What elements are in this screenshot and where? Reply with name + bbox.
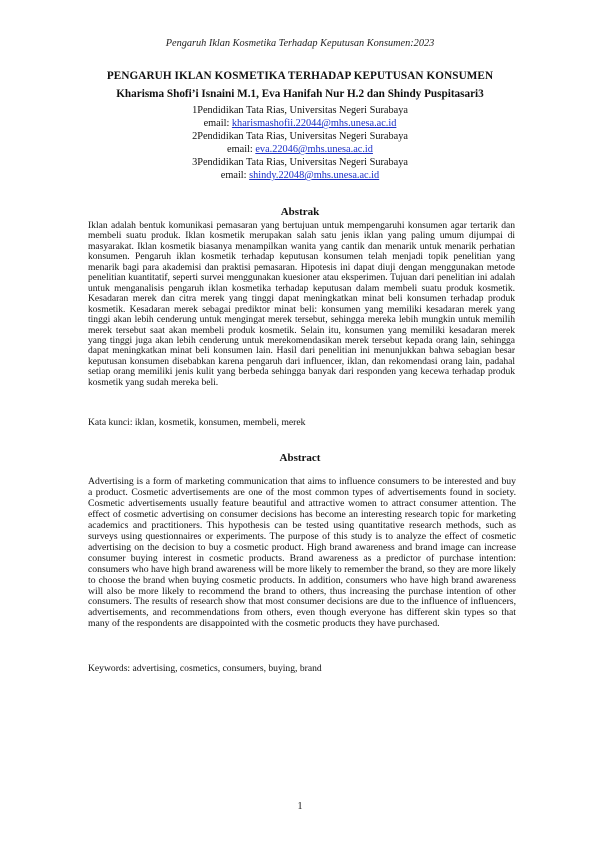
affiliation-3: 3Pendidikan Tata Rias, Universitas Negeri Surabaya — [192, 157, 408, 168]
abstrak-heading: Abstrak — [280, 206, 320, 218]
affiliation-2-email-line — [0, 144, 600, 155]
abstract-body: Advertising is a form of marketing communication that aims to influence consumers to be interested and buy a product. Cosmetic advertisements are one of the most common types of advertisements found in society. Cosmetic advertisements usually feature beautiful and attractive women to attract consumer attention. The effect of cosmetic advertising on consumer decisions has become an interesting research topic for marketing academics and practitioners. This hypothesis can be tested using quantitative research methods, such as surveys using questionnaires or experiments. The purpose of this study is to analyze the effect of cosmetic advertising on the decision to buy a cosmetic product. High brand awareness and brand image can increase consumer buying interest in cosmetic products. Brand awareness as a predictor of purchase intention: consumers who have high brand awareness will be more likely to remember the brand, so they are more likely to choose the brand when buying cosmetic products. In addition, consumers who have high brand awareness will also be more likely to recommend the brand to others, thus increasing the purchase intention of other consumers. The results of research show that most consumer decisions are due to the influence of influencers, advertisements, and recommendations from others, even though everyone has different skin types so that many of the respondents are disappointed with the cosmetic products they have purchased. — [88, 476, 516, 630]
email-label: email: — [220, 170, 250, 181]
kata-kunci: Kata kunci: iklan, kosmetik, konsumen, membeli, merek — [88, 417, 306, 428]
email-link-2[interactable]: eva.22046@mhs.unesa.ac.id — [255, 144, 373, 155]
author-list: Kharisma Shofi’i Isnaini M.1, Eva Hanifah Nur H.2 dan Shindy Puspitasari3 — [116, 88, 484, 100]
affiliation-1-email-line — [0, 118, 600, 129]
page-number: 1 — [297, 801, 303, 812]
email-link-3[interactable]: shindy.22048@mhs.unesa.ac.id — [249, 170, 380, 181]
affiliation-3-email-line — [0, 170, 600, 181]
keywords: Keywords: advertising, cosmetics, consumers, buying, brand — [88, 663, 322, 674]
abstrak-body: Iklan adalah bentuk komunikasi pemasaran yang bertujuan untuk mempengaruhi konsumen agar tertarik dan membeli suatu produk. Iklan kosmetik merupakan salah satu jenis iklan yang paling umum dijumpai di masyarakat. Iklan kosmetik biasanya menampilkan wanita yang cantik dan menarik untuk menarik perhatian konsumen. Pengaruh iklan kosmetik terhadap keputusan konsumen telah menjadi topik penelitian yang menarik bagi para akademisi dan praktisi pemasaran. Hipotesis ini dapat diuji dengan menggunakan metode penelitian kuantitatif, seperti survei menggunakan kuesioner atau eksperimen. Tujuan dari penelitian ini adalah untuk menganalisis pengaruh iklan kosmetika terhadap keputusan dalam membeli suatu produk kosmetik. Kesadaran merek dan citra merek yang tinggi dapat meningkatkan minat beli konsumen terhadap produk kosmetik. Kesadaran merek sebagai prediktor minat beli: konsumen yang memiliki kesadaran merek yang tinggi akan lebih cenderung untuk mengingat merek tersebut, sehingga mereka lebih mungkin untuk memilih merek tersebut saat akan membeli produk kosmetik. Selain itu, konsumen yang memiliki kesadaran merek yang tinggi juga akan lebih cenderung untuk merekomendasikan merek tersebut kepada orang lain, sehingga dapat meningkatkan minat beli konsumen lain. Hasil dari penelitian ini menunjukkan bahwa sebagian besar keputusan konsumen disebabkan karena pengaruh dari influencer, iklan, dan rekomendasi orang lain, padahal setiap orang memiliki jenis kulit yang berbeda sehingga banyak dari responden yang kecewa terhadap produk kosmetik yang sudah mereka beli. — [88, 220, 515, 388]
email-link-1[interactable]: kharismashofii.22044@mhs.unesa.ac.id — [231, 118, 397, 129]
email-label: email: — [203, 118, 232, 129]
affiliation-1: 1Pendidikan Tata Rias, Universitas Negeri Surabaya — [192, 105, 408, 116]
affiliation-2: 2Pendidikan Tata Rias, Universitas Negeri Surabaya — [192, 131, 408, 142]
abstract-heading: Abstract — [279, 452, 321, 464]
paper-title: PENGARUH IKLAN KOSMETIKA TERHADAP KEPUTUSAN KONSUMEN — [106, 70, 494, 82]
running-header: Pengaruh Iklan Kosmetika Terhadap Keputusan Konsumen:2023 — [165, 38, 435, 49]
email-label: email: — [227, 144, 256, 155]
